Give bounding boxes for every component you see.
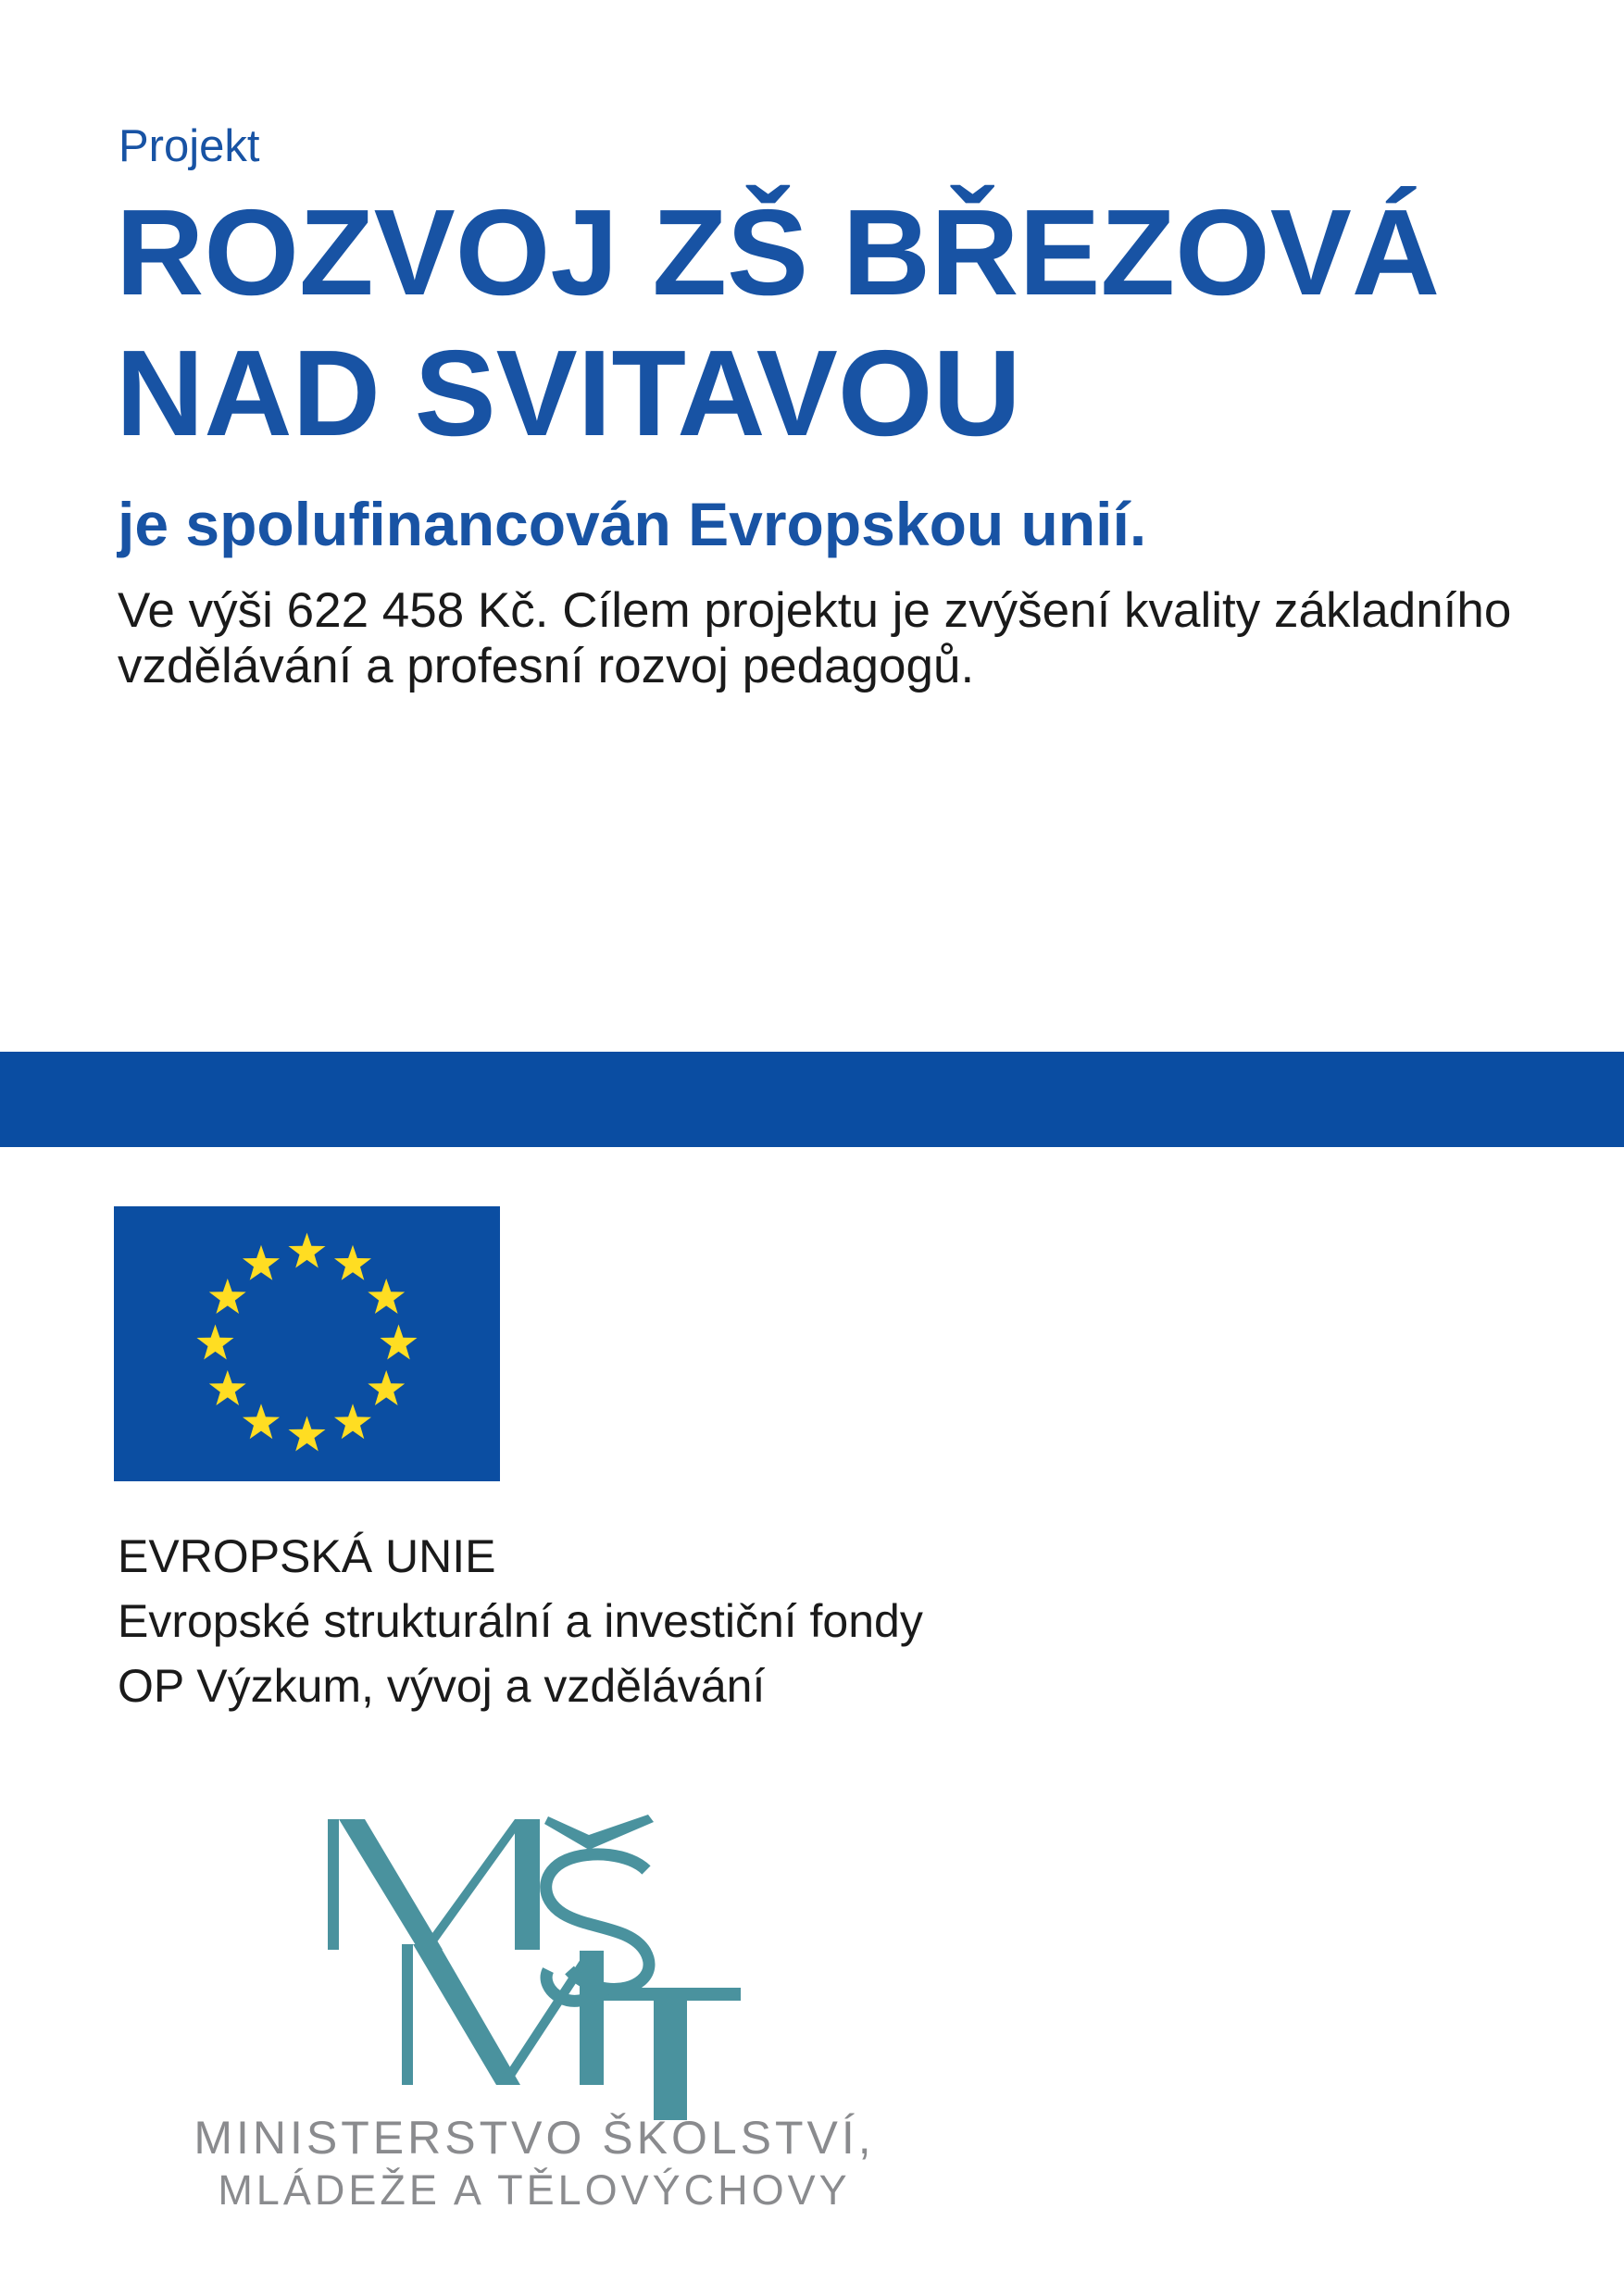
monogram-m2-thick-diagonal bbox=[413, 1944, 520, 2085]
eu-line-union: EVROPSKÁ UNIE bbox=[118, 1530, 496, 1582]
project-description-line1: Ve výši 622 458 Kč. Cílem projektu je zvýšení kvality základního bbox=[118, 583, 1512, 638]
monogram-m1-right-stem bbox=[515, 1819, 540, 1950]
monogram-m1-thick-diagonal bbox=[339, 1819, 443, 1950]
project-description-line2: vzdělávání a profesní rozvoj pedagogů. bbox=[118, 639, 975, 693]
eu-line-op: OP Výzkum, vývoj a vzdělávání bbox=[118, 1660, 766, 1712]
monogram-m1-thin-diagonal bbox=[420, 1819, 525, 1950]
project-description bbox=[118, 583, 1543, 694]
msmt-monogram-logo bbox=[328, 1813, 744, 2123]
project-subtitle: je spolufinancován Evropskou unií. bbox=[118, 490, 1147, 558]
monogram-m2-right-stem bbox=[580, 1951, 604, 2085]
project-title-line1: ROZVOJ ZŠ BŘEZOVÁ bbox=[116, 184, 1441, 320]
eu-flag-icon bbox=[114, 1206, 500, 1481]
monogram-t-stem bbox=[654, 1988, 687, 2120]
ministry-name-line1: MINISTERSTVO ŠKOLSTVÍ, bbox=[194, 2112, 875, 2164]
project-title bbox=[116, 182, 1560, 464]
project-kicker: Projekt bbox=[119, 121, 260, 171]
project-title-line2: NAD SVITAVOU bbox=[116, 325, 1021, 461]
monogram-m2-left-stem bbox=[402, 1944, 413, 2085]
ministry-name-block bbox=[53, 2112, 1016, 2217]
blue-divider-band bbox=[0, 1052, 1624, 1147]
monogram-s-hacek bbox=[544, 1815, 654, 1850]
monogram-m1-left-stem bbox=[328, 1819, 339, 1950]
ministry-name-line2: MLÁDEŽE A TĚLOVÝCHOVY bbox=[218, 2166, 851, 2214]
eu-text-block bbox=[118, 1524, 1321, 1718]
eu-line-funds: Evropské strukturální a investiční fondy bbox=[118, 1595, 923, 1647]
